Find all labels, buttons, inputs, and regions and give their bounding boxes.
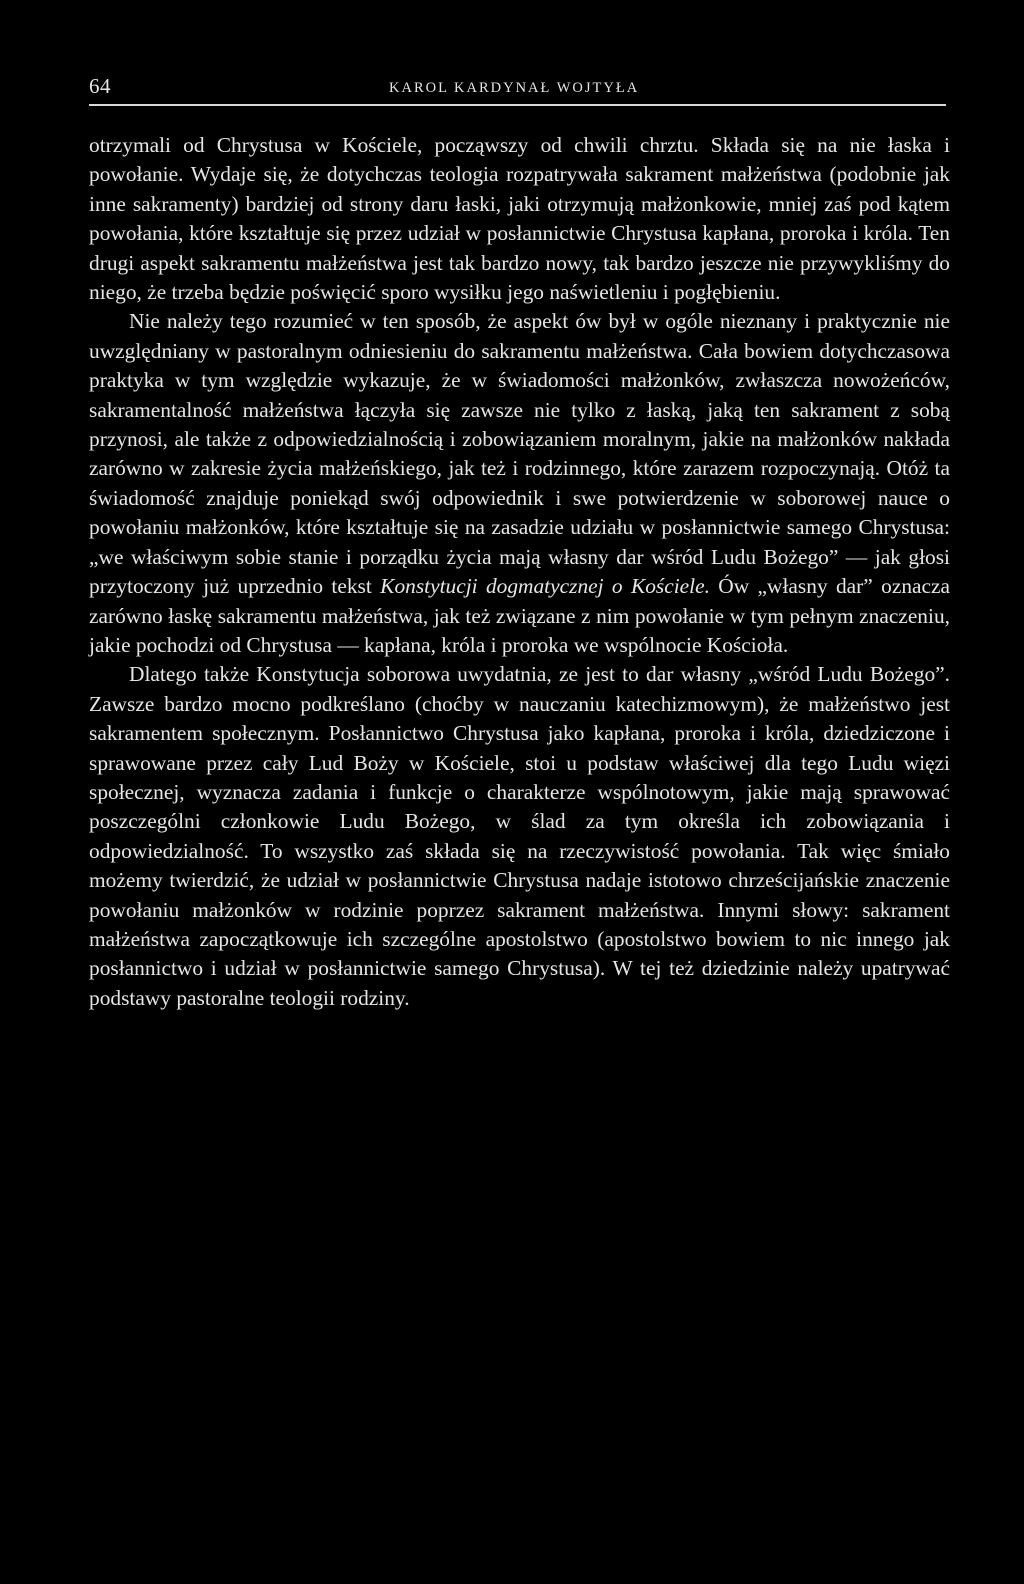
paragraph-2 (89, 307, 950, 660)
paragraph-2-text-before: Nie należy tego rozumieć w ten sposób, że aspekt ów był w ogóle nieznany i praktycznie nie uwzględniany w pastoralnym odniesieniu do sakramentu małżeństwa. Cała bowiem dotychczasowa praktyka w tym względzie wykazuje, że w świadomości małżonków, zwłaszcza nowożeńców, sakramentalność małżeństwa łączyła się zawsze nie tylko z łaską, jaką ten sakrament z sobą przynosi, ale także z odpowiedzialnością i zobowiązaniem moralnym, jakie na małżonków nakłada zarówno w zakresie życia małżeńskiego, jak też i rodzinnego, które zarazem rozpoczynają. Otóż ta świadomość znajduje poniekąd swój odpowiednik i swe potwierdzenie w soborowej nauce o powołaniu małżonków, które kształtuje się na zasadzie udziału w posłannictwie samego Chrystusa: „we właściwym sobie stanie i porządku życia mają własny dar wśród Ludu Bożego” — jak głosi przytoczony już uprzednio tekst (89, 309, 950, 599)
paragraph-2-text-after: Ów „własny dar” oznacza zarówno łaskę sakramentu małżeństwa, jak też związane z nim powołanie w tym pełnym znaczeniu, jakie pochodzi od Chrystusa — kapłana, króla i proroka we wspólnocie Kościoła. (89, 574, 951, 657)
running-head: KAROL KARDYNAŁ WOJTYŁA (389, 80, 640, 96)
paragraph-3: Dlatego także Konstytucja soborowa uwydatnia, ze jest to dar własny „wśród Ludu Bożego”. Zawsze bardzo mocno podkreślano (choćby w nauczaniu katechizmowym), że małżeństwo jest sakramentem społecznym. Posłannictwo Chrystusa jako kapłana, proroka i króla, dziedziczone i sprawowane przez cały Lud Boży w Kościele, stoi u podstaw właściwej dla tego Ludu więzi społecznej, wyznacza zadania i funkcje o charakterze wspólnotowym, jakie mają sprawować poszczególni członkowie Ludu Bożego, w ślad za tym określa ich zobowiązania i odpowiedzialność. To wszystko zaś składa się na rzeczywistość powołania. Tak więc śmiało możemy twierdzić, że udział w posłannictwie Chrystusa nadaje istotowo chrześcijańskie znaczenie powołaniu małżonków w rodzinie poprzez sakrament małżeństwa. Innymi słowy: sakrament małżeństwa zapoczątkowuje ich szczególne apostolstwo (apostolstwo bowiem to nic innego jak posłannictwo i udział w posłannictwie samego Chrystusa). W tej też dziedzinie należy upatrywać podstawy pastoralne teologii rodziny. (89, 662, 950, 1010)
paragraph-1: otrzymali od Chrystusa w Kościele, począwszy od chwili chrztu. Składa się na nie łaska i powołanie. Wydaje się, że dotychczas teologia rozpatrywała sakrament małżeństwa (podobnie jak inne sakramenty) bardziej od strony daru łaski, jaki otrzymują małżonkowie, mniej zaś pod kątem powołania, które kształtuje się przez udział w posłannictwie Chrystusa kapłana, proroka i króla. Ten drugi aspekt sakramentu małżeństwa jest tak bardzo nowy, tak bardzo jeszcze nie przywykliśmy do niego, że trzeba będzie poświęcić sporo wysiłku jego naświetleniu i pogłębieniu. (89, 133, 950, 305)
page-header (89, 72, 946, 106)
body-text (89, 131, 950, 1013)
italic-title: Konstytucji dogmatycznej o Kościele. (380, 574, 710, 599)
page-number: 64 (89, 74, 111, 98)
